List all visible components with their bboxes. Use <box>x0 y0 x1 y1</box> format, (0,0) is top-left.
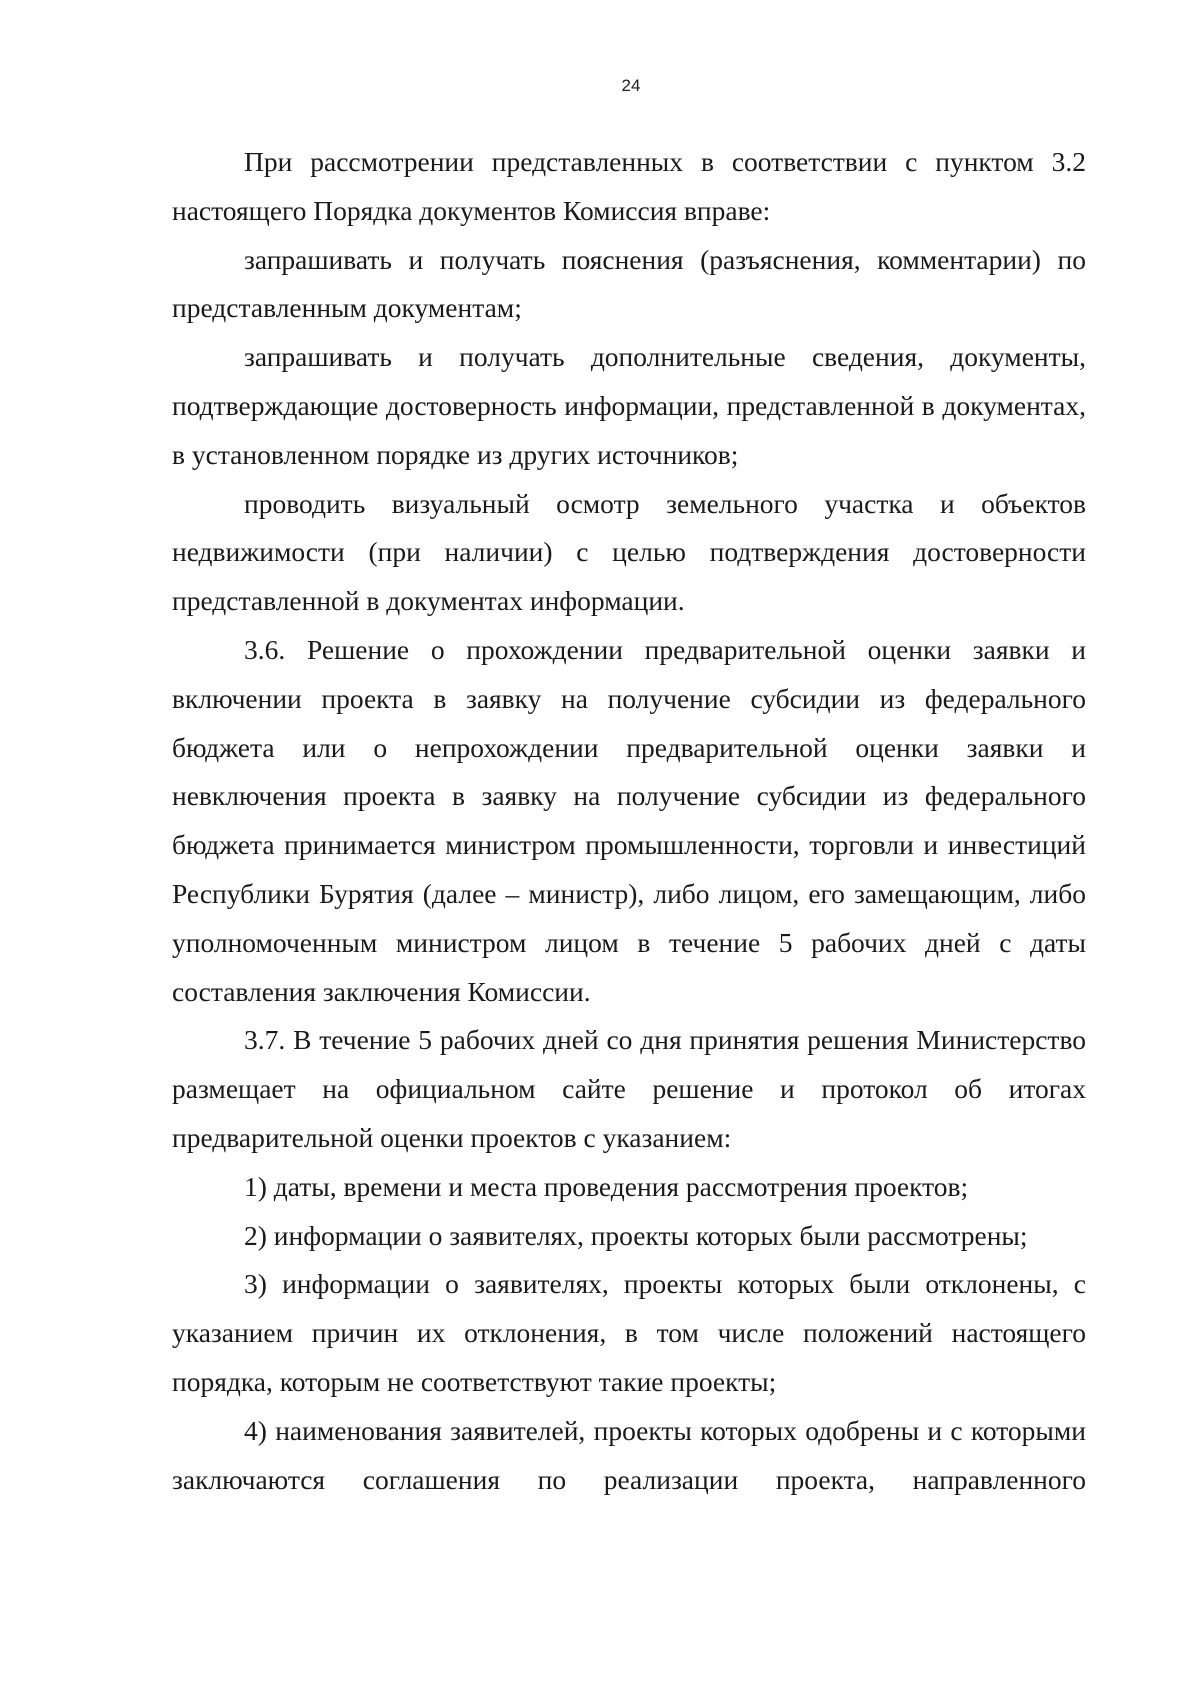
list-item-2: 2) информации о заявителях, проекты которых были рассмотрены; <box>244 1219 1028 1251</box>
list-item-4: 4) наименования заявителей, проекты которых одобрены и с которыми заключаются соглашения по реализации проекта, направленного <box>172 1414 1086 1495</box>
paragraph-3-7-publication: 3.7. В течение 5 рабочих дней со дня принятия решения Министерство размещает на официальном сайте решение и протокол об итогах предварительной оценки проектов с указанием: <box>172 1024 1086 1153</box>
paragraph-commission-rights-intro: При рассмотрении представленных в соответствии с пунктом 3.2 настоящего Порядка документов Комиссия вправе: <box>172 146 1086 226</box>
paragraph-visual-inspection: проводить визуальный осмотр земельного участка и объектов недвижимости (при наличии) с целью подтверждения достоверности представленной в документах информации. <box>172 487 1086 617</box>
list-item-3: 3) информации о заявителях, проекты которых были отклонены, с указанием причин их отклонения, в том числе положений настоящего порядка, которым не соответствуют такие проекты; <box>172 1268 1086 1397</box>
list-item-1: 1) даты, времени и места проведения рассмотрения проектов; <box>244 1170 969 1202</box>
paragraph-request-explanations: запрашивать и получать пояснения (разъяснения, комментарии) по представленным документам; <box>172 243 1086 324</box>
document-body <box>172 138 1086 1504</box>
paragraph-3-6-decision: 3.6. Решение о прохождении предварительной оценки заявки и включении проекта в заявку на получение субсидии из федерального бюджета или о непрохождении предварительной оценки заявки и невключения проекта в заявку на получение субсидии из федерального бюджета принимается министром промышленности, торговли и инвестиций Республики Бурятия (далее – министр), либо лицом, его замещающим, либо уполномоченным министром лицом в течение 5 рабочих дней с даты составления заключения Комиссии. <box>172 633 1086 1007</box>
page-number: 24 <box>621 76 641 95</box>
paragraph-request-additional-info: запрашивать и получать дополнительные сведения, документы, подтверждающие достоверность информации, представленной в документах, в установленном порядке из других источников; <box>172 341 1086 470</box>
